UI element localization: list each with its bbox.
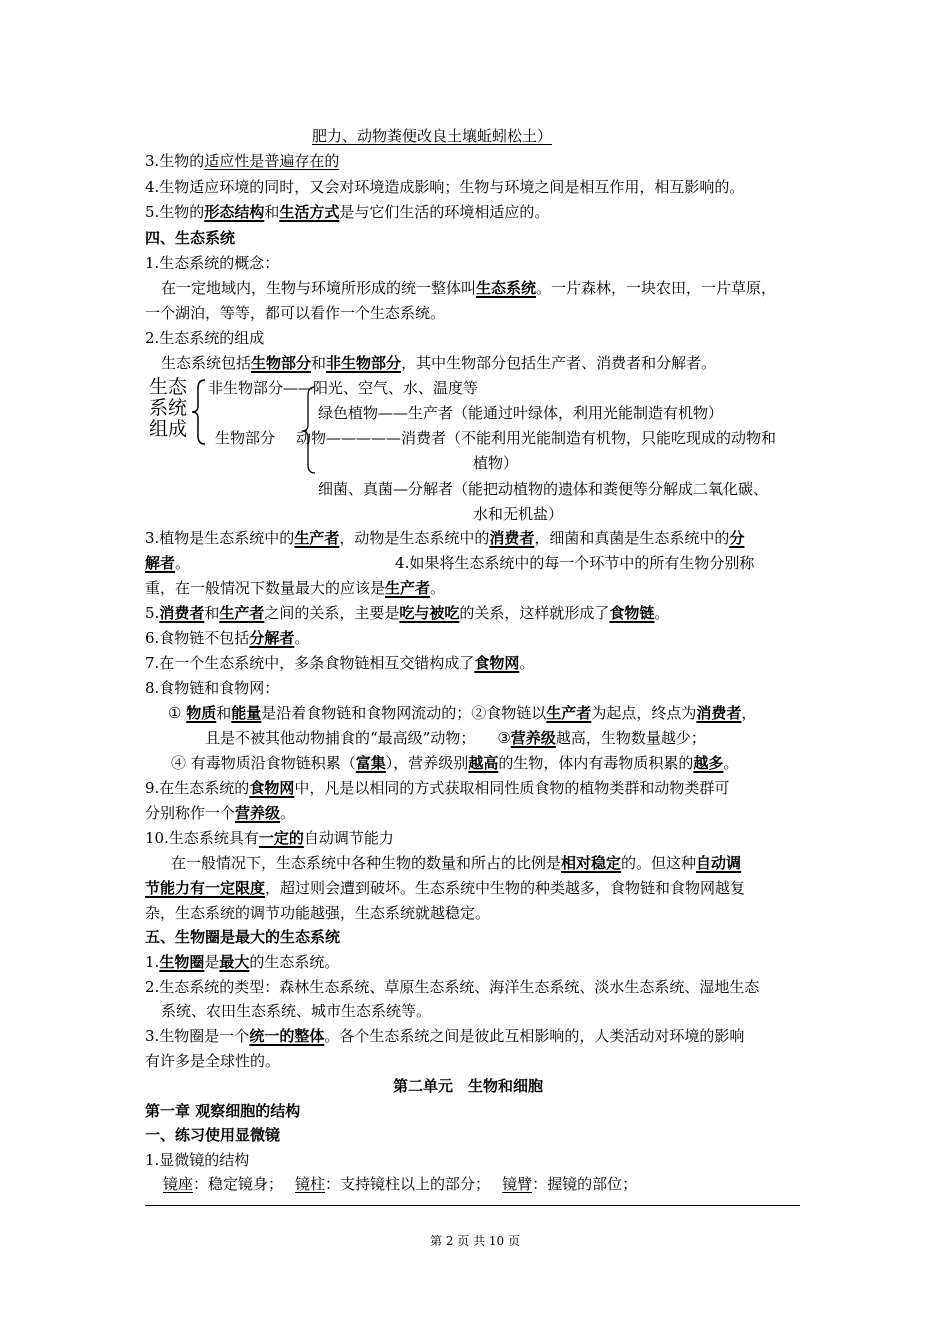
text-line: 系统、农田生态系统、城市生态系统等。 [161, 1002, 432, 1020]
text-span: 生产者 [385, 579, 431, 597]
text-span: ① [168, 704, 182, 722]
text-span: ④ 有毒物质沿食物链积累（ [171, 754, 356, 772]
text-span: 且是不被其他动物捕食的“最高级”动物； [205, 729, 476, 747]
text-line [145, 776, 729, 800]
text-span: 。一片森林，一块农田，一片草原， [536, 279, 777, 297]
text-span: 生产者 [219, 604, 265, 622]
text-span: 和 [311, 354, 327, 372]
text-span: 镜柱 [295, 1175, 326, 1193]
text-line [145, 200, 549, 224]
text-span: 分解者 [249, 629, 295, 647]
text-span: 。 [723, 754, 739, 772]
text-span: 食物网 [249, 779, 295, 797]
text-span: 的生态系统。 [249, 953, 340, 971]
text-span: 适应性是普遍存在的 [204, 152, 340, 170]
text-span: 自动调 [696, 854, 742, 872]
text-line [205, 726, 706, 750]
text-line [163, 1172, 637, 1196]
text-line [171, 751, 738, 775]
diagram-label: 生态 [149, 376, 188, 398]
chapter-title: 第一章 观察细胞的结构 [145, 1102, 301, 1120]
diagram-plants: 绿色植物——生产者（能通过叶绿体，利用光能制造有机物） [318, 404, 724, 422]
text-span: 食物网 [474, 654, 520, 672]
text-span: 消费者 [696, 704, 742, 722]
text-span: 3.生物圈是一个 [145, 1027, 250, 1045]
text-span: 食物链 [609, 604, 655, 622]
section-heading: 五、生物圈是最大的生态系统 [145, 928, 341, 946]
diagram-label: 组成 [149, 418, 188, 440]
text-line [145, 801, 295, 825]
text-span: 自动调节能力 [303, 829, 394, 847]
text-line [145, 149, 339, 173]
text-span: 一定的 [258, 829, 304, 847]
diagram-fungi-cont: 水和无机盐） [473, 505, 564, 523]
text-line [145, 826, 394, 850]
text-span: 为起点，终点为 [591, 704, 697, 722]
diagram-bio: 生物部分 [215, 429, 276, 447]
text-span: 是 [204, 953, 220, 971]
text-span: 4.如果将生态系统中的每一个环节中的所有生物分别称 [395, 554, 755, 572]
diagram-fungi: 细菌、真菌—分解者（能把动植物的遗体和粪便等分解成二氧化碳、 [318, 480, 769, 498]
section-heading: 一、练习使用显微镜 [145, 1126, 281, 1144]
text-span: 镜臂 [502, 1175, 533, 1193]
text-span: 的关系，这样就形成了 [459, 604, 610, 622]
text-span: ， [741, 704, 757, 722]
text-span: 生物部分 [251, 354, 312, 372]
text-span: 能量 [231, 704, 262, 722]
text-span: 是沿着食物链和食物网流动的；②食物链以 [261, 704, 547, 722]
text-line [145, 551, 754, 575]
text-span: 的生物，体内有毒物质积累的 [498, 754, 694, 772]
text-span: 非生物部分 [326, 354, 402, 372]
text-span: 。 [654, 604, 670, 622]
text-span: 节能力有一定限度 [145, 879, 266, 897]
text-line: 8.食物链和食物网： [145, 679, 280, 697]
text-span: 10.生态系统具有 [145, 829, 259, 847]
text-line [145, 576, 445, 600]
text-span: ：稳定镜身； [193, 1175, 284, 1193]
text-span: ），营养级别 [385, 754, 469, 772]
text-span: 1. [145, 953, 160, 971]
text-line [161, 276, 776, 300]
text-line: 2.生态系统的类型：森林生态系统、草原生态系统、海洋生态系统、淡水生态系统、湿地生态 [145, 978, 760, 996]
diagram-animals: 动物—————消费者（不能利用光能制造有机物，只能吃现成的动物和 [296, 429, 777, 447]
text-span: ，动物是生态系统中的 [339, 529, 490, 547]
text-line [168, 701, 756, 725]
text-span: 肥力、动物粪便改良土壤蚯蚓松土） [312, 127, 553, 145]
text-span: ，超过则会遭到破坏。生态系统中生物的种类越多，食物链和食物网越复 [265, 879, 746, 897]
text-span: 中，凡是以相同的方式获取相同性质食物的植物类群和动物类群可 [294, 779, 730, 797]
text-span: 和 [216, 704, 232, 722]
text-line: 4.生物适应环境的同时，又会对环境造成影响；生物与环境之间是相互作用，相互影响的。 [145, 178, 745, 196]
text-span: 吃与被吃 [399, 604, 460, 622]
text-line [145, 876, 745, 900]
text-span: 6.食物链不包括 [145, 629, 250, 647]
text-span: 消费者 [489, 529, 535, 547]
text-span: ③ [497, 729, 511, 747]
page-footer: 第 2 页 共 10 页 [430, 1234, 520, 1248]
text-span: 和 [264, 203, 280, 221]
text-span: 之间的关系，主要是 [264, 604, 400, 622]
text-line [145, 626, 309, 650]
text-span: 3.植物是生态系统中的 [145, 529, 295, 547]
footer-rule [145, 1205, 800, 1206]
text-span: 富集 [355, 754, 386, 772]
text-span: 越多 [693, 754, 724, 772]
diagram-animals-cont: 植物） [473, 454, 519, 472]
text-span: 。 [430, 579, 446, 597]
text-span: ，其中生物部分包括生产者、消费者和分解者。 [401, 354, 717, 372]
text-span: 。 [175, 554, 191, 572]
text-line [145, 601, 669, 625]
text-span: 统一的整体 [249, 1027, 325, 1045]
text-span: 在一般情况下，生态系统中各种生物的数量和所占的比例是 [171, 854, 562, 872]
text-line [171, 851, 741, 875]
unit-title: 第二单元 生物和细胞 [393, 1077, 544, 1095]
text-span: 越高，生物数量越少； [555, 729, 706, 747]
text-line: 一个湖泊，等等，都可以看作一个生态系统。 [145, 304, 446, 322]
section-heading: 四、生态系统 [145, 229, 236, 247]
text-span: ：握镜的部位； [532, 1175, 638, 1193]
text-span: 5.生物的 [145, 203, 205, 221]
text-span: 在一定地域内，生物与环境所形成的统一整体叫 [161, 279, 477, 297]
text-span: 。 [280, 804, 296, 822]
text-span: 越高 [468, 754, 499, 772]
diagram-nonbio: 非生物部分——阳光、空气、水、温度等 [208, 379, 479, 397]
text-line: 1.显微镜的结构 [145, 1151, 250, 1169]
text-line [312, 124, 552, 148]
text-span: 3.生物的 [145, 152, 205, 170]
text-span: 的。但这种 [621, 854, 697, 872]
text-line [145, 651, 534, 675]
text-span: 生产者 [294, 529, 340, 547]
text-span: 营养级 [510, 729, 556, 747]
text-span: 分 [729, 529, 745, 547]
text-span: 相对稳定 [561, 854, 622, 872]
text-span: 生产者 [546, 704, 592, 722]
text-span: 生态系统 [476, 279, 537, 297]
text-span: 生活方式 [279, 203, 340, 221]
text-span: ：支持镜柱以上的部分； [325, 1175, 491, 1193]
text-line [161, 351, 716, 375]
text-span: ，细菌和真菌是生态系统中的 [534, 529, 730, 547]
text-line [145, 950, 339, 974]
text-span: 9.在生态系统的 [145, 779, 250, 797]
text-span: 最大 [219, 953, 250, 971]
text-span: 消费者 [159, 604, 205, 622]
text-line: 2.生态系统的组成 [145, 329, 265, 347]
diagram-label: 系统 [149, 397, 188, 419]
text-span: 营养级 [235, 804, 281, 822]
text-span: 物质 [186, 704, 217, 722]
text-span: 是与它们生活的环境相适应的。 [339, 203, 550, 221]
text-span: 。 [294, 629, 310, 647]
text-span: 重，在一般情况下数量最大的应该是 [145, 579, 386, 597]
text-span: 分别称作一个 [145, 804, 236, 822]
text-span: 镜座 [163, 1175, 194, 1193]
text-span: 5. [145, 604, 160, 622]
text-span: 。 [519, 654, 535, 672]
text-span: 形态结构 [204, 203, 265, 221]
text-line: 1.生态系统的概念： [145, 254, 280, 272]
text-span: 7.在一个生态系统中，多条食物链相互交错构成了 [145, 654, 475, 672]
text-span: 生物圈 [159, 953, 205, 971]
text-span: 和 [204, 604, 220, 622]
text-line: 杂，生态系统的调节功能越强，生态系统就越稳定。 [145, 904, 491, 922]
text-line [145, 526, 744, 550]
text-line: 有许多是全球性的。 [145, 1052, 281, 1070]
text-span: 生态系统包括 [161, 354, 252, 372]
text-span: 解者 [145, 554, 176, 572]
text-span: 。各个生态系统之间是彼此互相影响的，人类活动对环境的影响 [324, 1027, 745, 1045]
left-brace [191, 378, 207, 446]
text-line [145, 1024, 744, 1048]
